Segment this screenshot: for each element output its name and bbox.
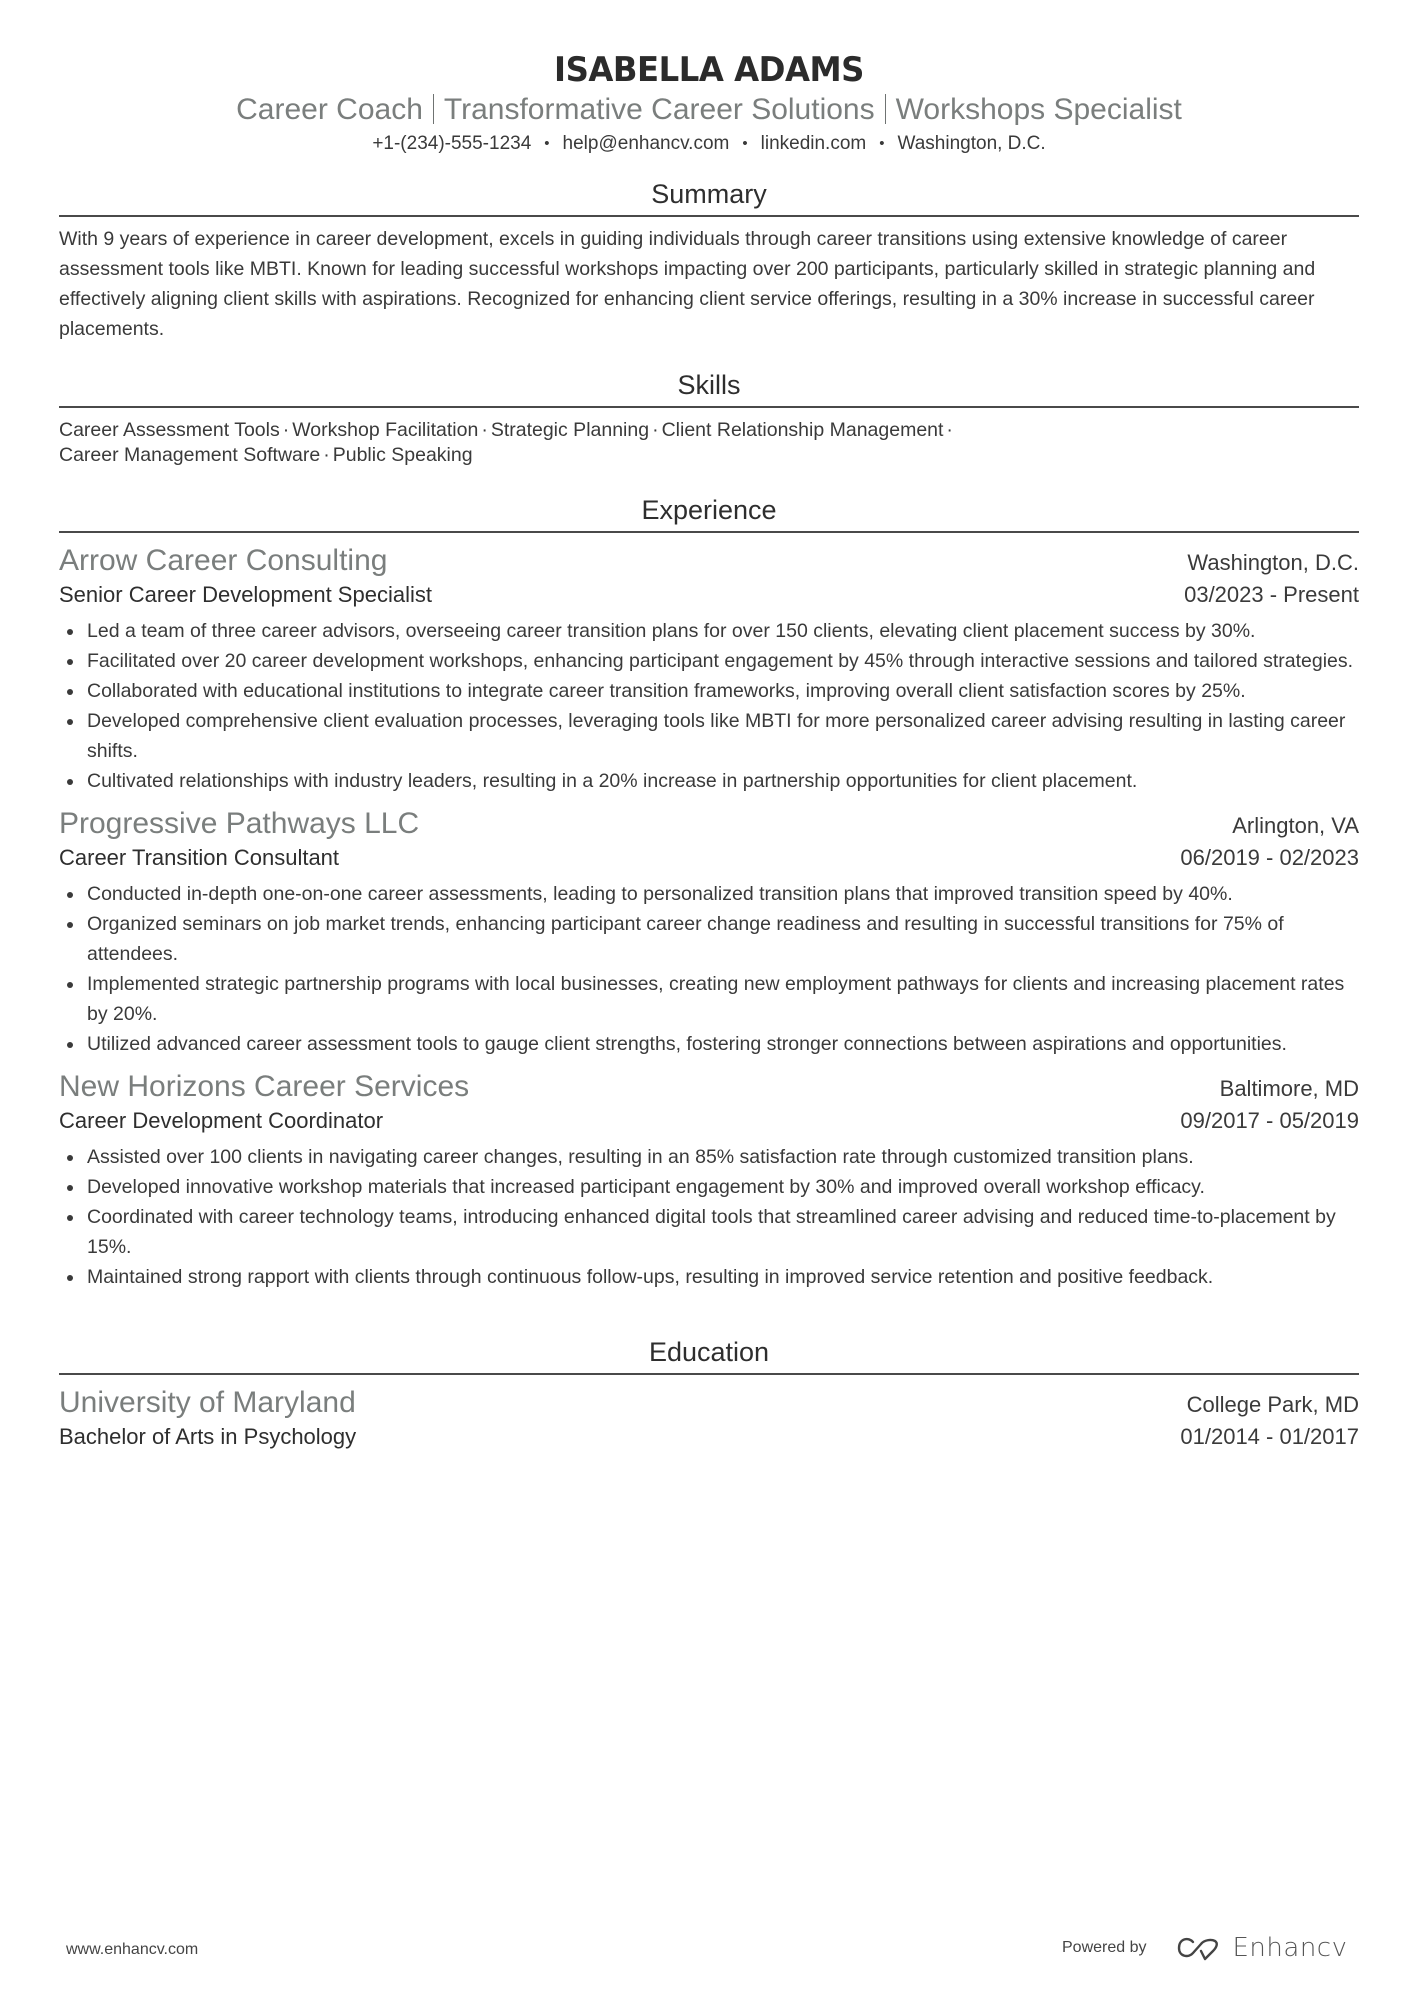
contact-phone[interactable]: +1-(234)-555-1234: [372, 133, 532, 154]
headline-title-2: Transformative Career Solutions: [443, 93, 875, 126]
skill-item: Career Management Software: [59, 444, 321, 466]
headline-divider: [433, 94, 434, 124]
education-dates: 01/2014 - 01/2017: [1180, 1424, 1359, 1449]
footer-website-link[interactable]: www.enhancv.com: [66, 1941, 199, 1958]
bullet-separator-icon: •: [742, 135, 748, 152]
job-dates: 03/2023 - Present: [1184, 582, 1359, 607]
skill-separator: ·: [946, 419, 953, 441]
resume-header: [59, 0, 1359, 158]
resume-page: [59, 0, 1359, 1452]
skills-section: [59, 367, 1359, 468]
powered-by-badge[interactable]: [1062, 1928, 1347, 1968]
company-name: Arrow Career Consulting: [59, 544, 388, 577]
achievement-item: Implemented strategic partnership programs with local businesses, creating new employment pathways for clients and increasing placement rates by 20%.: [59, 969, 1359, 1029]
achievement-item: Cultivated relationships with industry leaders, resulting in a 20% increase in partnership opportunities for client placement.: [59, 766, 1359, 796]
achievement-list: [59, 879, 1359, 1059]
contact-linkedin[interactable]: linkedin.com: [760, 133, 867, 154]
job-location: Arlington, VA: [1232, 813, 1359, 838]
job-title: Senior Career Development Specialist: [59, 582, 432, 607]
experience-section: [59, 492, 1359, 1292]
job-dates: 06/2019 - 02/2023: [1180, 845, 1359, 870]
achievement-item: Organized seminars on job market trends, enhancing participant career change readiness and resulting in successful transitions for 75% of attendees.: [59, 909, 1359, 969]
section-divider: [59, 1373, 1359, 1375]
section-divider: [59, 406, 1359, 408]
achievement-item: Utilized advanced career assessment tools to gauge client strengths, fostering stronger connections between aspirations and opportunities.: [59, 1029, 1359, 1059]
summary-section: [59, 176, 1359, 344]
powered-by-label: Powered by: [1062, 1939, 1147, 1956]
job-title: Career Transition Consultant: [59, 845, 340, 870]
education-section: [59, 1334, 1359, 1452]
skill-item: Career Assessment Tools: [59, 419, 280, 441]
achievement-item: Conducted in-depth one-on-one career assessments, leading to personalized transition plans that improved transition speed by 40%.: [59, 879, 1359, 909]
job-location: Washington, D.C.: [1187, 550, 1359, 575]
section-heading-education: Education: [648, 1337, 770, 1367]
skill-item: Client Relationship Management: [661, 419, 944, 441]
achievement-item: Developed innovative workshop materials that increased participant engagement by 30% and improved overall workshop efficacy.: [59, 1172, 1359, 1202]
bullet-separator-icon: •: [879, 135, 885, 152]
candidate-name: ISABELLA ADAMS: [554, 50, 864, 90]
contact-location: Washington, D.C.: [897, 133, 1046, 154]
achievement-item: Facilitated over 20 career development workshops, enhancing participant engagement by 45% through interactive sessions and tailored strategies.: [59, 646, 1359, 676]
skill-item: Workshop Facilitation: [292, 419, 479, 441]
section-divider: [59, 215, 1359, 217]
achievement-item: Led a team of three career advisors, overseeing career transition plans for over 150 clients, elevating client placement success by 30%.: [59, 616, 1359, 646]
achievement-list: [59, 1142, 1359, 1292]
contact-line: [59, 130, 1359, 158]
achievement-item: Developed comprehensive client evaluation processes, leveraging tools like MBTI for more personalized career advising resulting in lasting career shifts.: [59, 706, 1359, 766]
school-name: University of Maryland: [59, 1386, 356, 1419]
enhancv-logo-icon: [1175, 1934, 1223, 1962]
experience-entry: [59, 543, 1359, 796]
section-divider: [59, 531, 1359, 533]
enhancv-brand-name: Enhancv: [1232, 1933, 1348, 1963]
section-heading-experience: Experience: [641, 495, 777, 525]
company-name: Progressive Pathways LLC: [59, 807, 420, 840]
headline-divider: [885, 94, 886, 124]
achievement-item: Assisted over 100 clients in navigating career changes, resulting in an 85% satisfaction rate through customized transition plans.: [59, 1142, 1359, 1172]
section-heading-skills: Skills: [677, 370, 741, 400]
skill-item: Public Speaking: [332, 444, 473, 466]
company-name: New Horizons Career Services: [59, 1070, 470, 1103]
job-dates: 09/2017 - 05/2019: [1180, 1108, 1359, 1133]
skill-separator: ·: [481, 419, 488, 441]
job-location: Baltimore, MD: [1219, 1076, 1359, 1101]
contact-email[interactable]: help@enhancv.com: [562, 133, 730, 154]
skills-list: [59, 418, 1119, 468]
education-entry: [59, 1385, 1359, 1452]
achievement-item: Coordinated with career technology teams, introducing enhanced digital tools that streamlined career advising and reduced time-to-placement by 15%.: [59, 1202, 1359, 1262]
achievement-item: Collaborated with educational institutions to integrate career transition frameworks, improving overall client satisfaction scores by 25%.: [59, 676, 1359, 706]
headline-title-3: Workshops Specialist: [895, 93, 1182, 126]
job-title: Career Development Coordinator: [59, 1108, 384, 1133]
summary-text: With 9 years of experience in career development, excels in guiding individuals through career transitions using extensive knowledge of career assessment tools like MBTI. Known for leading successful workshops impacting over 200 participants, particularly skilled in strategic planning and effectively aligning client skills with aspirations. Recognized for enhancing client service offerings, resulting in a 30% increase in successful career placements.: [59, 228, 1316, 340]
section-heading-summary: Summary: [651, 179, 767, 209]
skill-separator: ·: [652, 419, 659, 441]
achievement-item: Maintained strong rapport with clients through continuous follow-ups, resulting in improved service retention and positive feedback.: [59, 1262, 1359, 1292]
achievement-list: [59, 616, 1359, 796]
bullet-separator-icon: •: [544, 135, 550, 152]
headline-title-1: Career Coach: [236, 93, 423, 126]
school-location: College Park, MD: [1186, 1392, 1359, 1417]
experience-entry: [59, 1069, 1359, 1292]
degree: Bachelor of Arts in Psychology: [59, 1424, 357, 1449]
experience-entry: [59, 806, 1359, 1059]
skill-separator: ·: [282, 419, 290, 441]
skill-item: Strategic Planning: [490, 419, 650, 441]
headline: [59, 90, 1359, 130]
skill-separator: ·: [323, 444, 330, 466]
